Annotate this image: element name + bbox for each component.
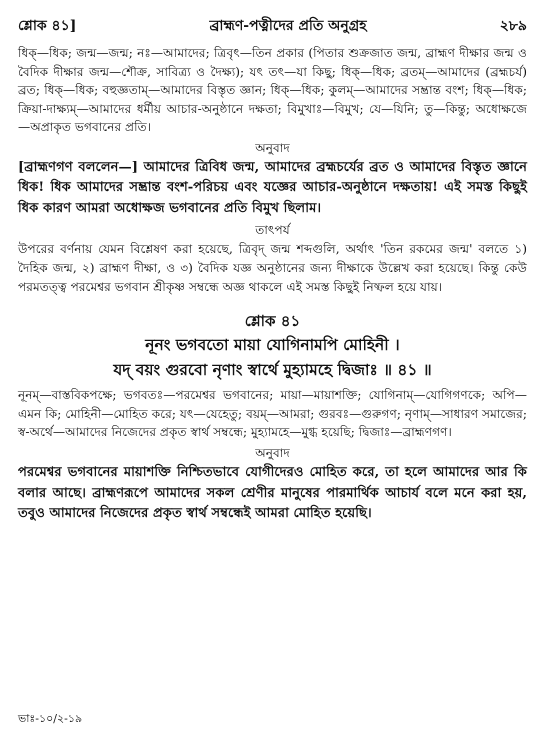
synonyms-verse-40: ধিক্—ধিক; জন্ম—জন্ম; নঃ—আমাদের; ত্রিবৃৎ—তিন প্রকার (পিতার শুক্রজাত জন্ম, ব্রাহ্মণ দীক্ষার জন্ম ও বৈদিক দীক্ষার জন্ম—শৌক্র, সাবিত্র্য ও দৈক্ষ্য); যৎ তৎ—যা কিছু; ধিক্—ধিক; ব্রতম্—আমাদের (ব্রহ্মচর্য) ব্রত; ধিক্—ধিক; বহুজ্ঞতাম্—আমাদের বিস্তৃত জ্ঞান; ধিক্—ধিক; কুলম্—আমাদের সম্ভ্রান্ত বংশ; ধিক্—ধিক; ক্রিয়া-দাক্ষ্যম্—আমাদের ধর্মীয় আচার-অনুষ্ঠানে দক্ষতা; বিমুখাঃ—বিমুখ; যে—যিনি; তু—কিন্তু; অধোক্ষজে—অপ্রাকৃত ভগবানের প্রতি। — [18, 46, 527, 135]
purport-heading: তাৎপর্য — [255, 223, 290, 238]
verse-line-2: যদ্ বয়ং গুরবো নৃণাং স্বার্থে মুহ্যামহে দ্বিজাঃ ॥ ৪১ ॥ — [113, 360, 432, 380]
page-header — [18, 14, 527, 38]
translation-heading-2: অনুবাদ — [255, 446, 290, 461]
page-number: ২৮৯ — [499, 18, 527, 34]
header-verse-ref: শ্লোক ৪১] — [18, 18, 77, 34]
page-footer-code: ভাঃ-১০/২-১৯ — [18, 712, 83, 725]
synonyms-verse-41: নূনম্—বাস্তবিকপক্ষে; ভগবতঃ—পরমেশ্বর ভগবানের; মায়া—মায়াশক্তি; যোগিনাম্—যোগিগণকে; অপি—এমন কি; মোহিনী—মোহিত করে; যৎ—যেহেতু; বয়ম্—আমরা; গুরবঃ—গুরুগণ; নৃণাম্—সাধারণ সমাজের; স্ব-অর্থে—আমাদের নিজেদের প্রকৃত স্বার্থ সম্বন্ধে; মুহ্যামহে—মুগ্ধ হয়েছি; দ্বিজাঃ—ব্রাহ্মণগণ। — [18, 388, 527, 440]
translation-verse-40: [ব্রাহ্মণগণ বললেন—] আমাদের ত্রিবিধ জন্ম, আমাদের ব্রহ্মচর্যের ব্রত ও আমাদের বিস্তৃত জ্ঞানে ধিক! ধিক আমাদের সম্ভ্রান্ত বংশ-পরিচয় এবং যজ্ঞের আচার-অনুষ্ঠানে দক্ষতায়! এই সমস্ত কিছুই ধিক কারণ আমরা অধোক্ষজ ভগবানের প্রতি বিমুখ ছিলাম। — [18, 159, 527, 216]
header-chapter-title: ব্রাহ্মণ-পত্নীদের প্রতি অনুগ্রহ — [209, 18, 367, 34]
verse-title: শ্লোক ৪১ — [244, 312, 301, 331]
translation-verse-41: পরমেশ্বর ভগবানের মায়াশক্তি নিশ্চিতভাবে যোগীদেরও মোহিত করে, তা হলে আমাদের আর কি বলার আছে। ব্রাহ্মণরূপে আমাদের সকল শ্রেণীর মানুষের পারমার্থিক আচার্য বলে মনে করা হয়, তবুও আমাদের নিজেদের প্রকৃত স্বার্থ সম্বন্ধেই আমরা মোহিত হয়েছি। — [18, 465, 527, 522]
verse-line-1: নূনং ভগবতো মায়া যোগিনামপি মোহিনী । — [145, 335, 400, 355]
translation-heading: অনুবাদ — [255, 140, 290, 155]
purport-text: উপরের বর্ণনায় যেমন বিশ্লেষণ করা হয়েছে, ত্রিবৃদ্ জন্ম শব্দগুলি, অর্থাৎ 'তিন রকমের জন্ম' বলতে ১) দৈহিক জন্ম, ২) ব্রাহ্মণ দীক্ষা, ও ৩) বৈদিক যজ্ঞ অনুষ্ঠানের জন্য দীক্ষাকে উল্লেখ করা হয়েছে। কিন্তু কেউ পরমতত্ত্ব পরমেশ্বর ভগবান শ্রীকৃষ্ণ সম্বন্ধে অজ্ঞ থাকলে এই সমস্ত কিছুই নিষ্ফল হয়ে যায়। — [18, 242, 527, 294]
